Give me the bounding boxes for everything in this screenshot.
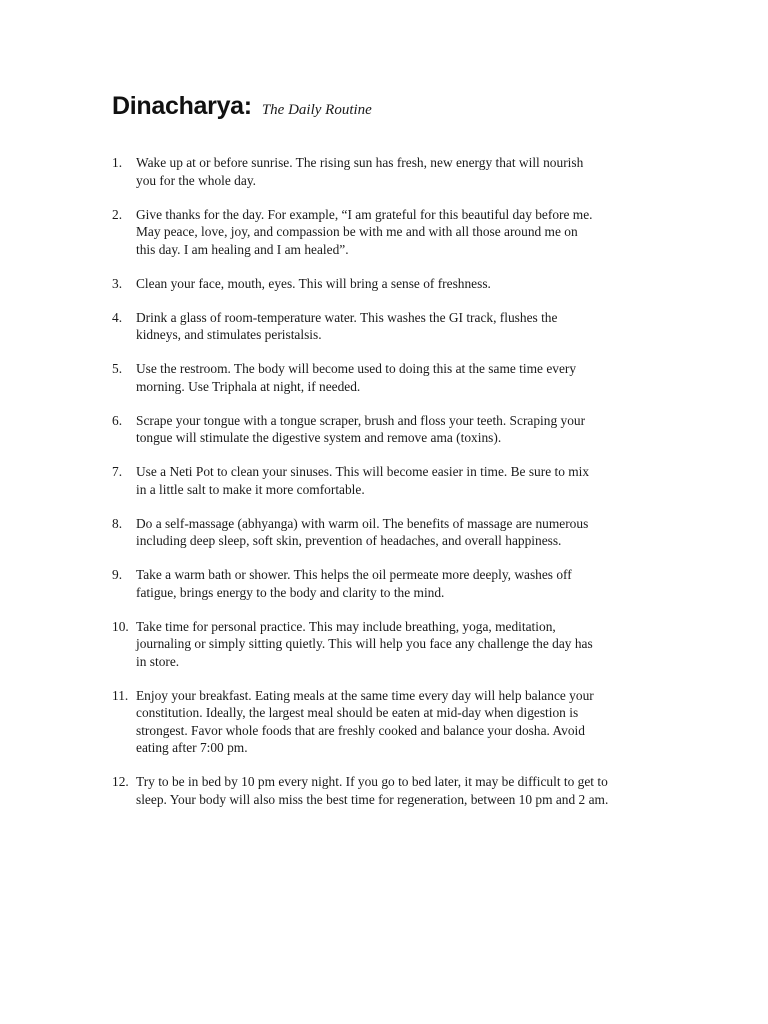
item-text-line: Clean your face, mouth, eyes. This will bring a sense of freshness. <box>136 275 491 291</box>
list-item <box>112 309 672 344</box>
list-item <box>112 275 672 293</box>
item-text-line: Drink a glass of room-temperature water. This washes the GI track, flushes the <box>136 309 558 325</box>
list-item <box>112 687 672 757</box>
item-text-line: Wake up at or before sunrise. The rising sun has fresh, new energy that will nourish <box>136 155 584 170</box>
list-item <box>112 566 672 601</box>
list-item <box>112 463 672 498</box>
item-text-line: fatigue, brings energy to the body and clarity to the mind. <box>136 584 445 600</box>
item-text-line: Take a warm bath or shower. This helps the oil permeate more deeply, washes off <box>136 567 572 582</box>
item-number: 11. <box>112 687 129 703</box>
item-text-line: journaling or simply sitting quietly. This will help you face any challenge the day has <box>136 636 593 651</box>
list-item <box>112 773 672 808</box>
list-item <box>112 206 672 259</box>
item-number: 7. <box>112 464 123 479</box>
list-item <box>112 412 672 447</box>
item-number: 8. <box>112 515 123 531</box>
item-number: 9. <box>112 567 123 582</box>
item-text-line: May peace, love, joy, and compassion be with me and with all those around me on <box>136 224 578 239</box>
title-subtitle: The Daily Routine <box>261 102 372 118</box>
item-text-line: constitution. Ideally, the largest meal should be eaten at mid-day when digestion is <box>136 705 579 720</box>
list-item <box>112 515 672 550</box>
item-number: 2. <box>112 206 123 222</box>
item-text-line: Give thanks for the day. For example, “I am grateful for this beautiful day before me. <box>136 206 593 222</box>
item-text-line: this day. I am healing and I am healed”. <box>136 241 349 257</box>
item-text-line: Use the restroom. The body will become used to doing this at the same time every <box>136 361 577 376</box>
item-text-line: Do a self-massage (abhyanga) with warm oil. The benefits of massage are numerous <box>136 515 589 531</box>
list-item <box>112 360 672 395</box>
item-text-line: morning. Use Triphala at night, if needed. <box>136 378 361 394</box>
item-text-line: you for the whole day. <box>136 172 256 188</box>
routine-list <box>112 154 672 825</box>
item-text-line: kidneys, and stimulates peristalsis. <box>136 327 322 342</box>
item-text-line: strongest. Favor whole foods that are freshly cooked and balance your dosha. Avoid <box>136 722 585 738</box>
item-number: 6. <box>112 412 123 428</box>
item-number: 4. <box>112 309 123 325</box>
item-text-line: Take time for personal practice. This may include breathing, yoga, meditation, <box>136 618 556 634</box>
item-text-line: Try to be in bed by 10 pm every night. If you go to bed later, it may be difficult to get to <box>136 774 608 789</box>
item-number: 10. <box>112 618 129 634</box>
item-text-line: eating after 7:00 pm. <box>136 740 248 755</box>
list-item <box>112 618 672 671</box>
item-text-line: sleep. Your body will also miss the best time for regeneration, between 10 pm and 2 am. <box>136 791 609 807</box>
list-item <box>112 154 672 189</box>
item-number: 1. <box>112 155 123 170</box>
item-text-line: Scrape your tongue with a tongue scraper, brush and floss your teeth. Scraping your <box>136 412 586 428</box>
item-number: 5. <box>112 361 123 376</box>
item-text-line: including deep sleep, soft skin, prevention of headaches, and overall happiness. <box>136 533 562 548</box>
item-number: 12. <box>112 774 129 789</box>
item-text-line: Use a Neti Pot to clean your sinuses. This will become easier in time. Be sure to mix <box>136 464 590 479</box>
item-text-line: tongue will stimulate the digestive system and remove ama (toxins). <box>136 430 502 445</box>
title-main: Dinacharya: <box>112 92 252 120</box>
item-text-line: Enjoy your breakfast. Eating meals at the same time every day will help balance your <box>136 687 594 703</box>
item-number: 3. <box>112 275 123 291</box>
item-text-line: in a little salt to make it more comfortable. <box>136 481 365 497</box>
document-title <box>112 92 372 121</box>
item-text-line: in store. <box>136 653 180 669</box>
